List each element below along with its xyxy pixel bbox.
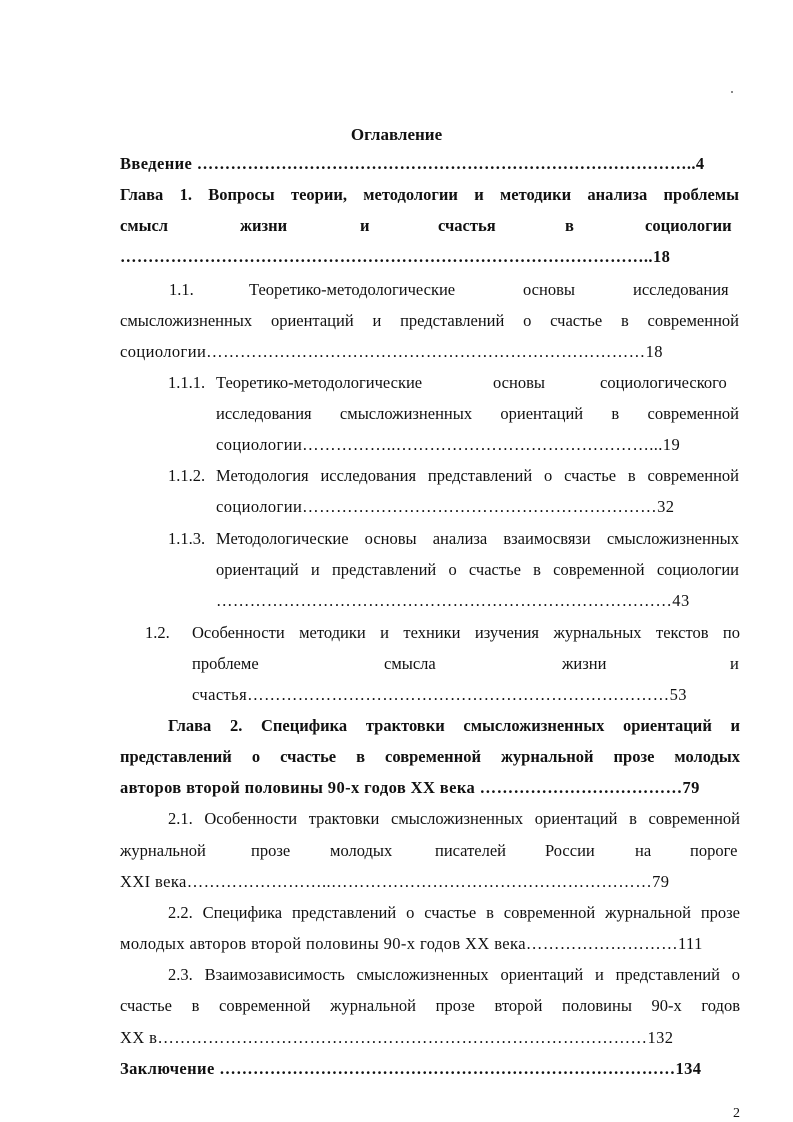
- toc-section-1-1-line-2: смысложизненных ориентаций и представлений о счастье в современной: [120, 311, 739, 330]
- toc-entry-conclusion: Заключение ………………………………………………………………………134: [120, 1059, 702, 1078]
- word: жизни: [562, 654, 607, 673]
- toc-section-1-1-3-line-3: ………………………………………………………………………43: [216, 591, 690, 610]
- toc-section-1-1-2-number: 1.1.2.: [168, 466, 206, 485]
- toc-section-2-1-line-3: XXI века……………………..…………………………………………………79: [120, 872, 670, 891]
- page-number: 2: [733, 1106, 740, 1121]
- word: в: [565, 216, 574, 235]
- toc-section-1-1-line-3: социологии……………………………………………………………………18: [120, 342, 663, 361]
- page-title: Оглавление: [350, 125, 443, 144]
- toc-chapter-1-line-1: Глава 1. Вопросы теории, методологии и методики анализа проблемы: [120, 185, 739, 204]
- word: смысла: [384, 654, 436, 673]
- toc-section-1-1-3-line-1: Методологические основы анализа взаимосвязи смысложизненных: [216, 529, 739, 548]
- toc-section-2-3-line-2: счастье в современной журнальной прозе второй половины 90-х годов: [120, 996, 740, 1015]
- toc-section-1-1-1-number: 1.1.1.: [168, 373, 206, 392]
- toc-chapter-2-line-2: представлений о счастье в современной журнальной прозе молодых: [120, 747, 740, 766]
- word: социологического: [600, 373, 727, 392]
- word: писателей: [435, 841, 507, 860]
- toc-section-1-1-1-line-3: социологии……………..………………………………………...19: [216, 435, 681, 454]
- word: проблеме: [192, 654, 259, 673]
- word: на: [635, 841, 652, 860]
- toc-section-1-1-1-line-2: исследования смысложизненных ориентаций в современной: [216, 404, 739, 423]
- word: и: [360, 216, 370, 235]
- word: и: [730, 654, 739, 673]
- toc-section-2-1-line-1: 2.1. Особенности трактовки смысложизненных ориентаций в современной: [168, 809, 740, 828]
- toc-section-1-1-2-line-1: Методология исследования представлений о счастье в современной: [216, 466, 739, 485]
- toc-section-2-2-line-1: 2.2. Специфика представлений о счастье в современной журнальной прозе: [168, 903, 740, 922]
- word: Теоретико-методологические: [249, 280, 456, 299]
- toc-chapter-1-line-3: …………………………………………………………………………………..18: [120, 247, 671, 266]
- toc-section-2-3-line-3: XX в……………………………………………………………………………132: [120, 1028, 674, 1047]
- toc-section-1-2-line-1: Особенности методики и техники изучения журнальных текстов по: [192, 623, 740, 642]
- word: молодых: [330, 841, 393, 860]
- word: журнальной: [120, 841, 206, 860]
- toc-section-2-3-line-1: 2.3. Взаимозависимость смысложизненных ориентаций и представлений о: [168, 965, 740, 984]
- toc-section-1-2-line-3: счастья…………………………………………………………………53: [192, 685, 687, 704]
- word: счастья: [438, 216, 496, 235]
- toc-section-1-2-number: 1.2.: [145, 623, 170, 642]
- word: смысл: [120, 216, 169, 235]
- word: исследования: [633, 280, 729, 299]
- toc-chapter-2-line-1: Глава 2. Специфика трактовки смысложизненных ориентаций и: [168, 716, 740, 735]
- scan-speck: [731, 91, 733, 93]
- toc-chapter-2-line-3: авторов второй половины 90-х годов XX века ………………………………79: [120, 778, 700, 797]
- word: жизни: [240, 216, 288, 235]
- word: прозе: [251, 841, 291, 860]
- word: пороге: [690, 841, 738, 860]
- word: основы: [523, 280, 575, 299]
- word: 1.1.: [169, 280, 194, 299]
- word: Теоретико-методологические: [216, 373, 423, 392]
- word: основы: [493, 373, 545, 392]
- toc-entry-introduction: Введение ……………………………………………………………………………..4: [120, 154, 705, 173]
- toc-section-1-1-2-line-2: социологии………………………………………………………32: [216, 497, 675, 516]
- toc-section-1-1-3-line-2: ориентаций и представлений о счастье в современной социологии: [216, 560, 739, 579]
- word: России: [545, 841, 595, 860]
- toc-section-2-2-line-2: молодых авторов второй половины 90-х годов XX века………………………111: [120, 934, 703, 953]
- toc-section-1-1-3-number: 1.1.3.: [168, 529, 206, 548]
- word: социологии: [645, 216, 732, 235]
